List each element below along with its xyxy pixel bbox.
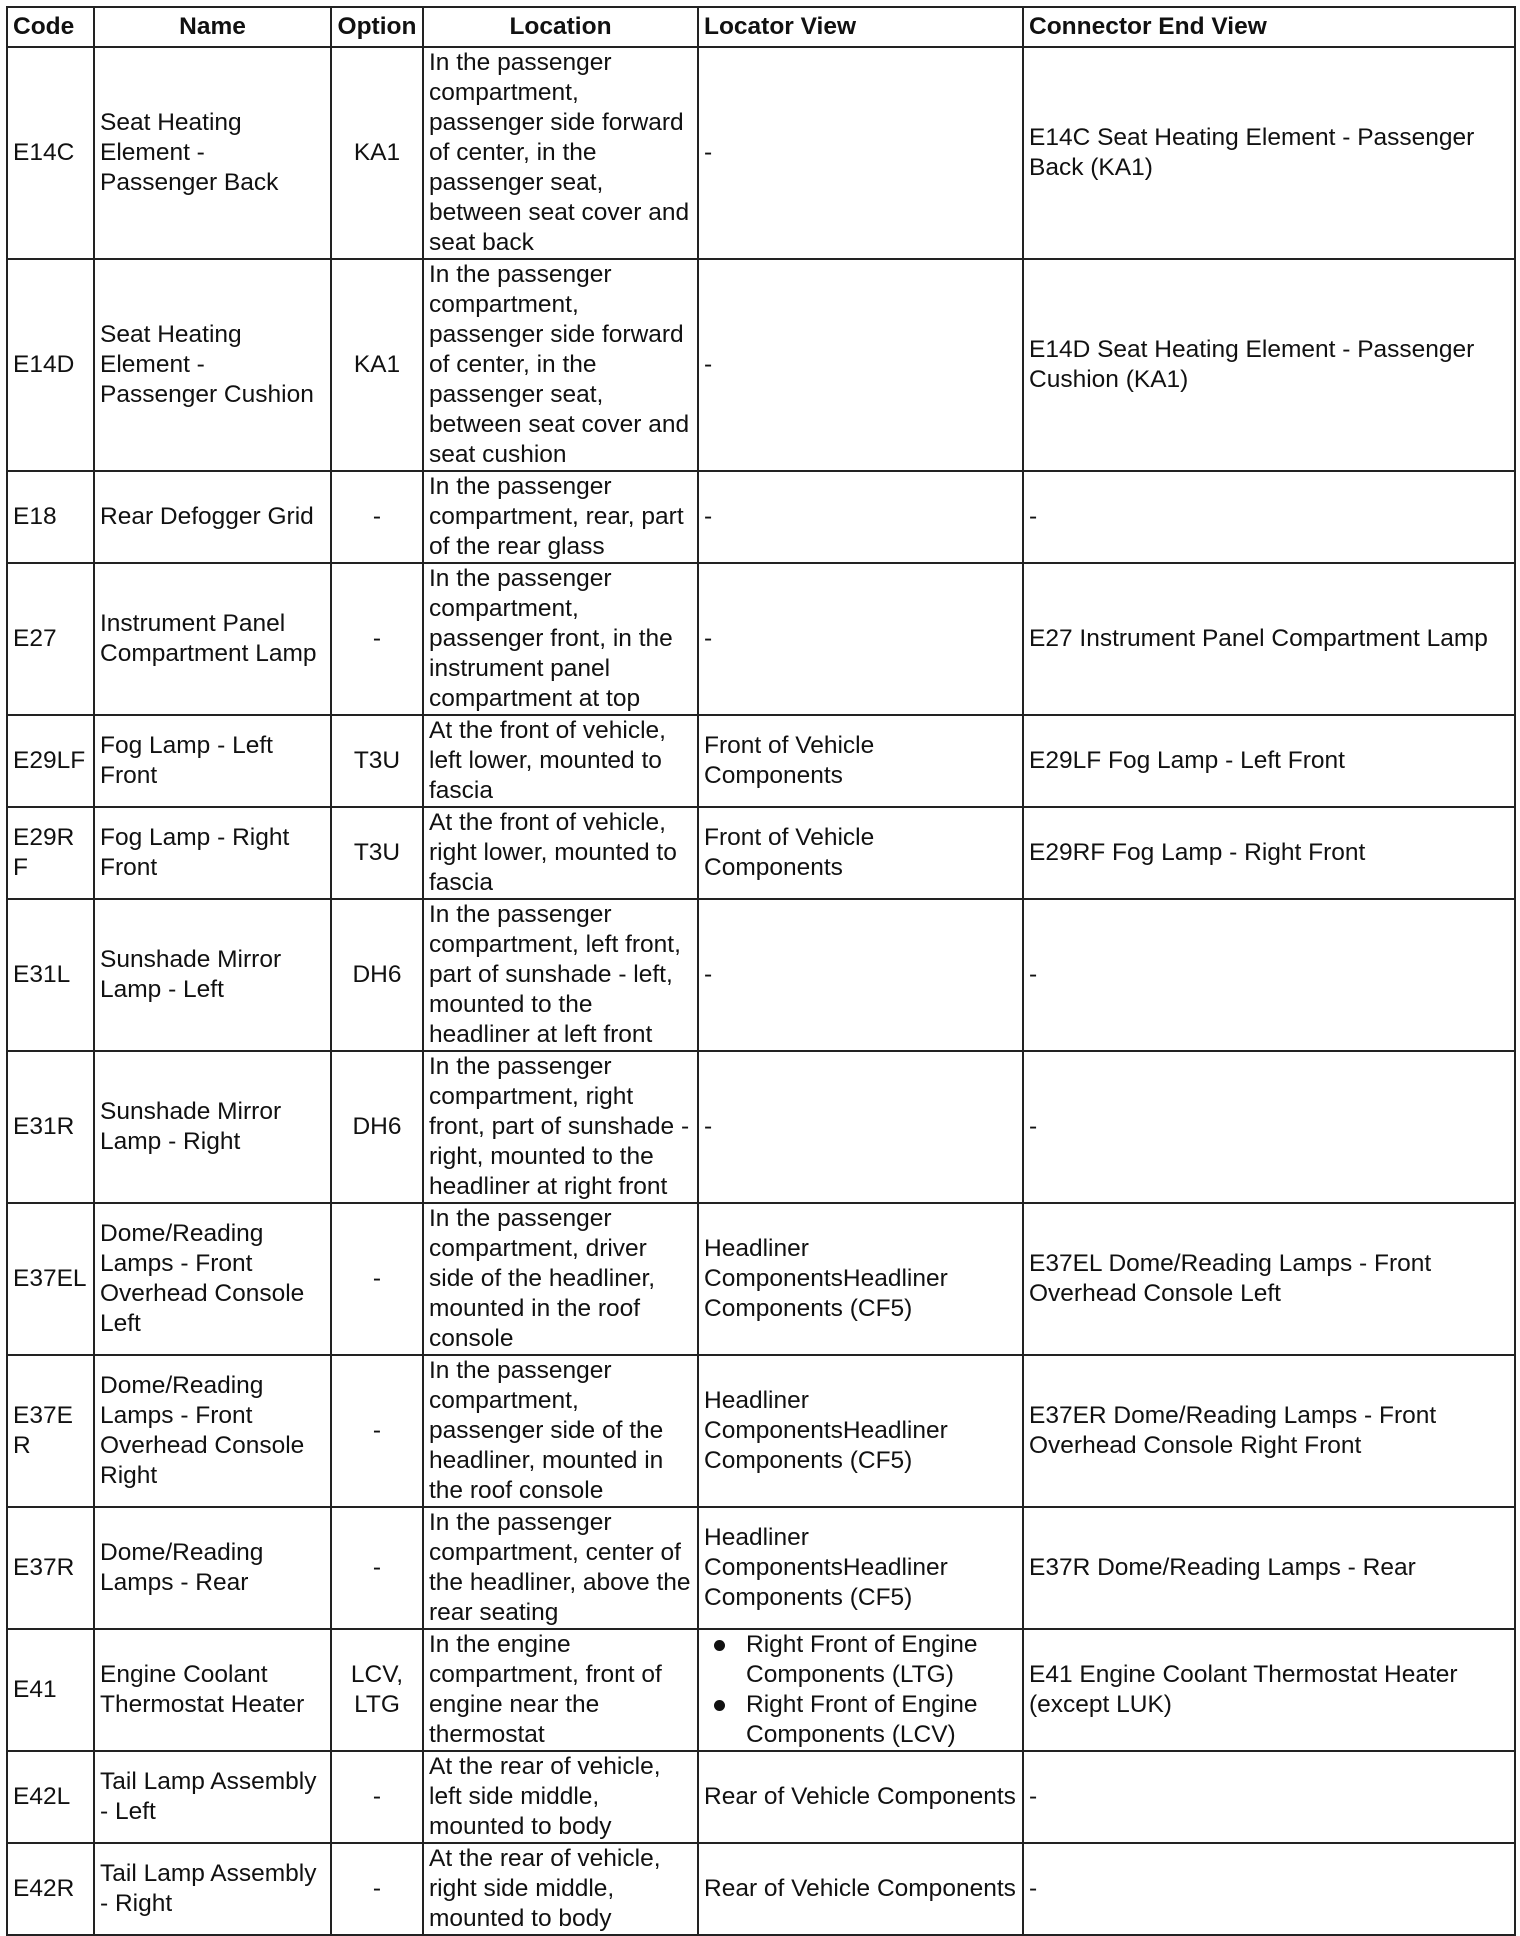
locator-cell: - — [698, 899, 1023, 1051]
connector-cell: E27 Instrument Panel Compartment Lamp — [1023, 563, 1515, 715]
code-cell: E29RF — [7, 807, 94, 899]
name-cell: Dome/Reading Lamps - Rear — [94, 1507, 331, 1629]
name-cell: Tail Lamp Assembly - Right — [94, 1843, 331, 1935]
name-cell: Fog Lamp - Left Front — [94, 715, 331, 807]
table-row — [7, 1843, 1515, 1935]
location-cell: In the passenger compartment, left front, part of sunshade - left, mounted to the headliner at left front — [423, 899, 698, 1051]
table-row — [7, 471, 1515, 563]
connector-cell: E14C Seat Heating Element - Passenger Back (KA1) — [1023, 47, 1515, 259]
table-row — [7, 1051, 1515, 1203]
header-locator-view: Locator View — [698, 7, 1023, 47]
component-table — [6, 6, 1516, 1936]
list-item — [746, 1690, 1017, 1750]
header-option: Option — [331, 7, 423, 47]
name-cell: Dome/Reading Lamps - Front Overhead Console Left — [94, 1203, 331, 1355]
option-cell: KA1 — [331, 259, 423, 471]
connector-cell: E29RF Fog Lamp - Right Front — [1023, 807, 1515, 899]
name-cell: Engine Coolant Thermostat Heater — [94, 1629, 331, 1751]
connector-cell: E29LF Fog Lamp - Left Front — [1023, 715, 1515, 807]
code-cell: E29LF — [7, 715, 94, 807]
connector-cell: - — [1023, 1843, 1515, 1935]
code-cell: E27 — [7, 563, 94, 715]
locator-cell: Rear of Vehicle Components — [698, 1751, 1023, 1843]
location-cell: At the rear of vehicle, right side middle, mounted to body — [423, 1843, 698, 1935]
name-cell: Sunshade Mirror Lamp - Right — [94, 1051, 331, 1203]
bullet-icon — [714, 1640, 725, 1651]
table-row — [7, 563, 1515, 715]
locator-cell: Headliner ComponentsHeadliner Components (CF5) — [698, 1355, 1023, 1507]
header-connector-end-view: Connector End View — [1023, 7, 1515, 47]
connector-cell: - — [1023, 899, 1515, 1051]
code-cell: E37ER — [7, 1355, 94, 1507]
locator-cell: - — [698, 1051, 1023, 1203]
location-cell: At the rear of vehicle, left side middle, mounted to body — [423, 1751, 698, 1843]
locator-cell: - — [698, 259, 1023, 471]
location-cell: In the passenger compartment, center of the headliner, above the rear seating — [423, 1507, 698, 1629]
table-row — [7, 1507, 1515, 1629]
option-cell: - — [331, 471, 423, 563]
location-cell: In the engine compartment, front of engine near the thermostat — [423, 1629, 698, 1751]
code-cell: E31L — [7, 899, 94, 1051]
location-cell: In the passenger compartment, right front, part of sunshade - right, mounted to the headliner at right front — [423, 1051, 698, 1203]
option-cell: - — [331, 1843, 423, 1935]
header-location: Location — [423, 7, 698, 47]
locator-cell: - — [698, 563, 1023, 715]
table-row — [7, 1629, 1515, 1751]
list-item — [746, 1630, 1017, 1690]
location-cell: In the passenger compartment, passenger side forward of center, in the passenger seat, between seat cover and seat back — [423, 47, 698, 259]
option-cell: T3U — [331, 807, 423, 899]
connector-cell: E41 Engine Coolant Thermostat Heater (except LUK) — [1023, 1629, 1515, 1751]
locator-cell: - — [698, 471, 1023, 563]
locator-cell: Front of Vehicle Components — [698, 807, 1023, 899]
name-cell: Fog Lamp - Right Front — [94, 807, 331, 899]
header-name: Name — [94, 7, 331, 47]
table-row — [7, 1355, 1515, 1507]
code-cell: E42L — [7, 1751, 94, 1843]
option-cell: - — [331, 1355, 423, 1507]
connector-cell: - — [1023, 471, 1515, 563]
location-cell: In the passenger compartment, passenger side forward of center, in the passenger seat, between seat cover and seat cushion — [423, 259, 698, 471]
name-cell: Dome/Reading Lamps - Front Overhead Console Right — [94, 1355, 331, 1507]
header-code: Code — [7, 7, 94, 47]
table-row — [7, 715, 1515, 807]
connector-cell: E14D Seat Heating Element - Passenger Cushion (KA1) — [1023, 259, 1515, 471]
location-cell: In the passenger compartment, driver side of the headliner, mounted in the roof console — [423, 1203, 698, 1355]
option-cell: DH6 — [331, 1051, 423, 1203]
option-cell: DH6 — [331, 899, 423, 1051]
name-cell: Sunshade Mirror Lamp - Left — [94, 899, 331, 1051]
code-cell: E37R — [7, 1507, 94, 1629]
table-row — [7, 1751, 1515, 1843]
connector-cell: E37ER Dome/Reading Lamps - Front Overhead Console Right Front — [1023, 1355, 1515, 1507]
name-cell: Tail Lamp Assembly - Left — [94, 1751, 331, 1843]
locator-cell: Headliner ComponentsHeadliner Components (CF5) — [698, 1203, 1023, 1355]
connector-cell: - — [1023, 1751, 1515, 1843]
name-cell: Rear Defogger Grid — [94, 471, 331, 563]
locator-item-text: Right Front of Engine Components (LTG) — [746, 1631, 978, 1688]
connector-cell: - — [1023, 1051, 1515, 1203]
code-cell: E41 — [7, 1629, 94, 1751]
table-row — [7, 807, 1515, 899]
location-cell: At the front of vehicle, left lower, mounted to fascia — [423, 715, 698, 807]
code-cell: E31R — [7, 1051, 94, 1203]
header-row — [7, 7, 1515, 47]
table-row — [7, 47, 1515, 259]
bullet-icon — [714, 1700, 725, 1711]
location-cell: In the passenger compartment, rear, part of the rear glass — [423, 471, 698, 563]
option-cell: - — [331, 1203, 423, 1355]
table-row — [7, 1203, 1515, 1355]
option-cell: LCV, LTG — [331, 1629, 423, 1751]
option-cell: KA1 — [331, 47, 423, 259]
option-cell: - — [331, 563, 423, 715]
code-cell: E42R — [7, 1843, 94, 1935]
locator-cell: Rear of Vehicle Components — [698, 1843, 1023, 1935]
locator-cell — [698, 1629, 1023, 1751]
connector-cell: E37R Dome/Reading Lamps - Rear — [1023, 1507, 1515, 1629]
location-cell: In the passenger compartment, passenger side of the headliner, mounted in the roof console — [423, 1355, 698, 1507]
location-cell: In the passenger compartment, passenger front, in the instrument panel compartment at top — [423, 563, 698, 715]
option-cell: - — [331, 1507, 423, 1629]
location-cell: At the front of vehicle, right lower, mounted to fascia — [423, 807, 698, 899]
locator-item-text: Right Front of Engine Components (LCV) — [746, 1691, 978, 1748]
name-cell: Instrument Panel Compartment Lamp — [94, 563, 331, 715]
option-cell: T3U — [331, 715, 423, 807]
code-cell: E37EL — [7, 1203, 94, 1355]
locator-cell: Front of Vehicle Components — [698, 715, 1023, 807]
option-cell: - — [331, 1751, 423, 1843]
locator-cell: - — [698, 47, 1023, 259]
code-cell: E18 — [7, 471, 94, 563]
code-cell: E14C — [7, 47, 94, 259]
locator-list — [704, 1630, 1017, 1750]
connector-cell: E37EL Dome/Reading Lamps - Front Overhead Console Left — [1023, 1203, 1515, 1355]
table-row — [7, 259, 1515, 471]
locator-cell: Headliner ComponentsHeadliner Components (CF5) — [698, 1507, 1023, 1629]
name-cell: Seat Heating Element - Passenger Back — [94, 47, 331, 259]
code-cell: E14D — [7, 259, 94, 471]
table-row — [7, 899, 1515, 1051]
name-cell: Seat Heating Element - Passenger Cushion — [94, 259, 331, 471]
